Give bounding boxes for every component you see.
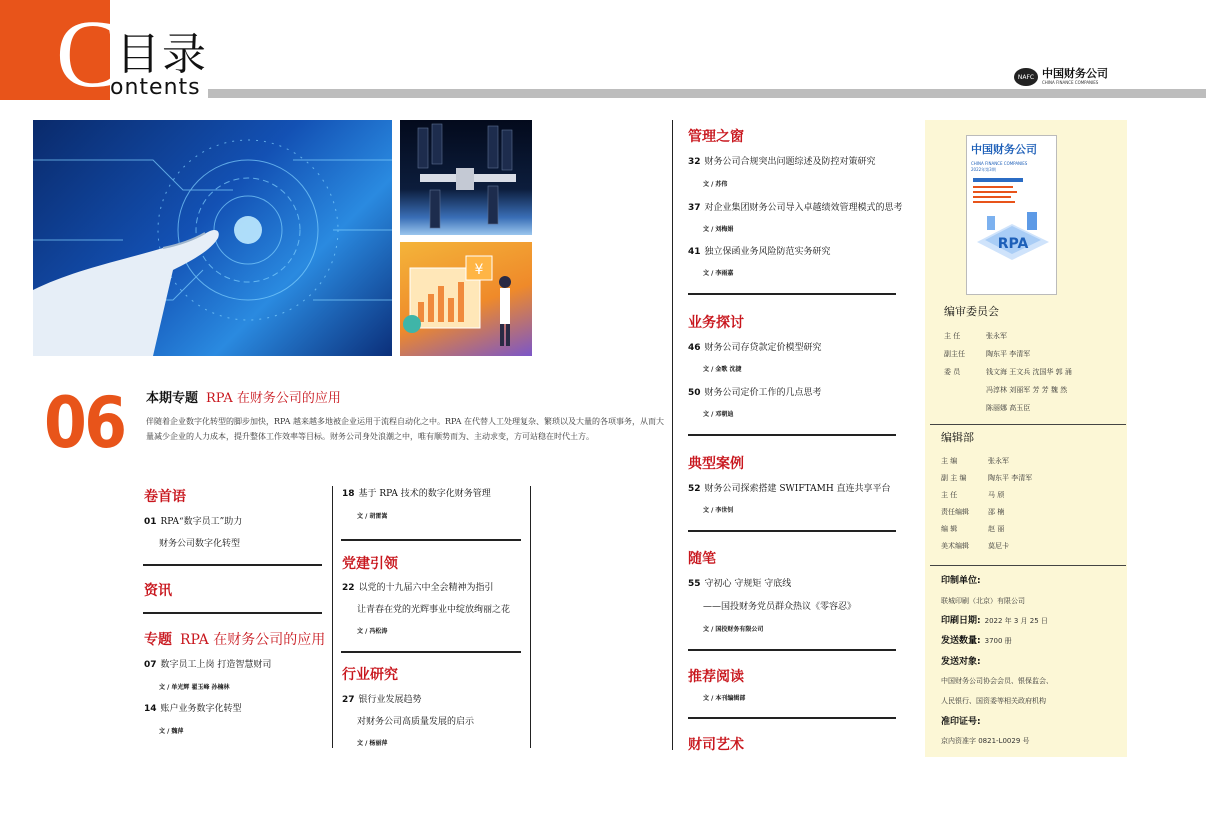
toc-item-author: 文 / 冯松涛 (357, 628, 388, 635)
masthead-names: 邵 楠 (988, 508, 1005, 516)
toc-item-title: 财务公司存贷款定价模型研究 (704, 343, 822, 353)
toc-page-number: 22 (342, 583, 355, 593)
print-qty-label: 发送数量: (941, 636, 981, 646)
masthead-names: 张永军 (986, 332, 1007, 340)
toc-page-number: 41 (688, 247, 701, 257)
print-unit-value: 联城印刷（北京）有限公司 (941, 597, 1025, 605)
masthead-names: 陶东平 李清军 (986, 350, 1031, 358)
feature-title[interactable]: RPA 在财务公司的应用 (206, 391, 341, 406)
masthead-names: 陈丽娜 高玉臣 (986, 404, 1031, 412)
section-title-juanshouyu: 卷首语 (144, 489, 186, 505)
space-station-illustration (400, 120, 532, 235)
section-divider (688, 434, 896, 436)
print-qty-row (941, 636, 1012, 647)
print-date-row (941, 616, 1048, 627)
special-title: RPA 在财务公司的应用 (180, 632, 326, 648)
toc-page-number: 55 (688, 579, 701, 589)
masthead-role: 委 员 (944, 368, 961, 376)
header-c-letter: C (56, 0, 121, 107)
toc-item-01[interactable] (144, 516, 242, 528)
toc-item-52[interactable] (688, 483, 891, 495)
masthead-names: 冯淳林 刘丽军 芳 芳 魏 然 (986, 386, 1068, 394)
nafc-logo-icon: NAFC (1014, 68, 1038, 86)
print-target-label: 发送对象: (941, 657, 981, 667)
section-divider (143, 564, 322, 566)
toc-item-07[interactable] (144, 659, 271, 671)
toc-page-number: 07 (144, 660, 157, 670)
page-title: 目录 (116, 29, 208, 80)
toc-item-22-line2[interactable]: 让青春在党的光辉事业中绽放绚丽之花 (357, 605, 511, 615)
digital-finance-image (400, 242, 532, 356)
section-divider (688, 293, 896, 295)
section-title-guanli: 管理之窗 (688, 129, 744, 145)
toc-item-37[interactable] (688, 202, 903, 214)
section-title-zixun[interactable]: 资讯 (144, 583, 172, 599)
toc-item-18[interactable] (342, 488, 491, 500)
masthead-role: 副 主 编 (941, 474, 967, 482)
panel-divider (930, 565, 1126, 566)
toc-page-number: 46 (688, 343, 701, 353)
panel-divider (930, 424, 1126, 425)
print-unit-label: 印制单位: (941, 576, 981, 586)
masthead-role: 主 编 (941, 457, 958, 465)
toc-item-author: 文 / 李世钊 (703, 507, 734, 514)
magazine-logo (1014, 66, 1129, 88)
editorial-dept-list (941, 457, 1123, 559)
special-prefix: 专题 (144, 632, 172, 648)
toc-item-author: 文 / 李雨嘉 (703, 270, 734, 277)
review-committee-title: 编审委员会 (944, 305, 999, 318)
toc-page-number: 52 (688, 484, 701, 494)
header-contents-word: ontents (110, 75, 201, 100)
header-gray-bar (208, 89, 1206, 98)
masthead-role (944, 404, 986, 422)
section-divider (688, 649, 896, 651)
toc-item-title: RPA“数字员工”助力 (160, 517, 243, 527)
print-permit-label: 准印证号: (941, 717, 981, 727)
toc-item-title: 财务公司合规突出问题综述及防控对策研究 (704, 157, 876, 167)
robot-hand-illustration (33, 120, 392, 356)
section-title-dangjian: 党建引领 (342, 556, 398, 572)
masthead-names: 陶东平 李清军 (988, 474, 1033, 482)
toc-item-27-line2[interactable]: 对财务公司高质量发展的启示 (357, 717, 475, 727)
toc-item-title: 守初心 守规矩 守底线 (704, 579, 792, 589)
robot-hand-image (33, 120, 392, 356)
toc-item-title: 财务公司定价工作的几点思考 (704, 388, 822, 398)
toc-item-50[interactable] (688, 387, 822, 399)
section-divider (341, 539, 521, 541)
masthead-role: 责任编辑 (941, 508, 969, 516)
masthead-role: 编 辑 (941, 525, 958, 533)
toc-item-22[interactable] (342, 582, 494, 594)
toc-item-author: 文 / 胡雷嵩 (357, 513, 388, 520)
toc-page-number: 50 (688, 388, 701, 398)
toc-page-number: 27 (342, 695, 355, 705)
toc-item-46[interactable] (688, 342, 822, 354)
svg-text:¥: ¥ (474, 262, 484, 278)
feature-heading (146, 391, 341, 407)
column-divider-main (672, 120, 673, 750)
toc-page-number: 37 (688, 203, 701, 213)
section-title-hangye: 行业研究 (342, 667, 398, 683)
section-divider (341, 651, 521, 653)
cover-rpa-illustration (967, 172, 1057, 282)
section-title-yishu[interactable]: 财司艺术 (688, 737, 744, 753)
space-station-image (400, 120, 532, 235)
cover-english: CHINA FINANCE COMPANIES (971, 161, 1028, 166)
masthead-role (944, 386, 986, 404)
masthead-names: 赵 丽 (988, 525, 1005, 533)
feature-label: 本期专题 (146, 391, 199, 406)
section-title-suibi: 随笔 (688, 551, 716, 567)
cover-issue: 2022年第3期 (971, 167, 996, 172)
toc-page-number: 18 (342, 489, 355, 499)
toc-item-title: 数字员工上岗 打造智慧财司 (160, 660, 272, 670)
toc-item-author: 文 / 苏伟 (703, 181, 728, 188)
print-target-line1: 中国财务公司协会会员、银保监会、 (941, 677, 1053, 685)
masthead-role: 主 任 (944, 332, 961, 340)
toc-item-title: 对企业集团财务公司导入卓越绩效管理模式的思考 (704, 203, 903, 213)
masthead-names: 张永军 (988, 457, 1009, 465)
cover-rpa-text: RPA (997, 236, 1029, 252)
masthead-names: 钱文海 王文兵 沈国华 郭 涌 (986, 368, 1072, 376)
toc-item-32[interactable] (688, 156, 876, 168)
feature-issue-number: 06 (44, 382, 125, 464)
toc-item-title: 账户业务数字化转型 (160, 704, 242, 714)
toc-item-title: 银行业发展趋势 (358, 695, 422, 705)
print-qty-value: 3700 册 (984, 637, 1012, 645)
toc-item-title: 基于 RPA 技术的数字化财务管理 (358, 489, 491, 499)
print-target-line2: 人民银行、国资委等相关政府机构 (941, 697, 1046, 705)
toc-page-number: 14 (144, 704, 157, 714)
toc-page-number: 01 (144, 517, 157, 527)
toc-item-author: 文 / 魏萍 (159, 728, 184, 735)
toc-item-14[interactable] (144, 703, 242, 715)
column-divider-left (332, 486, 333, 748)
section-divider (143, 612, 322, 614)
print-permit-value: 京内资准字 0821-L0029 号 (941, 737, 1030, 745)
masthead-names: 莫尼卡 (988, 542, 1009, 550)
feature-description: 伴随着企业数字化转型的脚步加快，RPA 越来越多地被企业运用于流程自动化之中。RPA 在代替人工处理复杂、繁琐以及大量的各项事务，从而大量减少企业的人力成本，提升整体工作效率等目标。财务公司身处浪潮之中，唯有顺势而为、主动求变，方可站稳在时代土方。 (146, 417, 664, 441)
section-title-tuijian[interactable]: 推荐阅读 (688, 669, 744, 685)
cover-title: 中国财务公司 (971, 143, 1037, 156)
section-divider (688, 530, 896, 532)
section-divider (688, 717, 896, 719)
section-title-yewu: 业务探讨 (688, 315, 744, 331)
logo-english-name: CHINA FINANCE COMPANIES (1042, 80, 1099, 85)
toc-item-01-line2[interactable]: 财务公司数字化转型 (159, 539, 241, 549)
print-date-value: 2022 年 3 月 25 日 (984, 617, 1048, 625)
logo-chinese-name: 中国财务公司 (1042, 67, 1108, 80)
toc-item-author: 文 / 杨丽萍 (357, 740, 388, 747)
toc-item-title: 以党的十九届六中全会精神为指引 (358, 583, 494, 593)
toc-item-author: 文 / 国投财务有限公司 (703, 626, 764, 633)
toc-item-41[interactable] (688, 246, 831, 258)
toc-item-27[interactable] (342, 694, 422, 706)
toc-item-author: 文 / 本刊编辑部 (703, 695, 746, 702)
masthead-role: 副主任 (944, 350, 965, 358)
toc-item-title: 财务公司探索搭建 SWIFTAMH 直连共享平台 (704, 484, 891, 494)
toc-item-author: 文 / 邓朝迪 (703, 411, 734, 418)
toc-item-55-line2[interactable]: ——国投财务党员群众热议《零容忍》 (703, 602, 857, 612)
section-title-special (144, 631, 325, 649)
digital-finance-illustration (400, 242, 532, 356)
toc-item-title: 独立保函业务风险防范实务研究 (704, 247, 831, 257)
column-divider-right (530, 486, 531, 748)
editorial-dept-title: 编辑部 (941, 431, 974, 444)
review-committee-list (944, 332, 1122, 422)
masthead-names: 马 颀 (988, 491, 1005, 499)
toc-item-55[interactable] (688, 578, 791, 590)
print-date-label: 印刷日期: (941, 616, 981, 626)
section-title-dianxing: 典型案例 (688, 456, 744, 472)
magazine-cover-thumbnail[interactable] (966, 135, 1057, 295)
toc-item-author: 文 / 刘梅娟 (703, 226, 734, 233)
toc-page-number: 32 (688, 157, 701, 167)
masthead-role: 美术编辑 (941, 542, 969, 550)
masthead-role: 主 任 (941, 491, 958, 499)
toc-item-author: 文 / 金歌 沈捷 (703, 366, 742, 373)
toc-item-author: 文 / 单光辉 翟玉峰 孙楠林 (159, 684, 230, 691)
